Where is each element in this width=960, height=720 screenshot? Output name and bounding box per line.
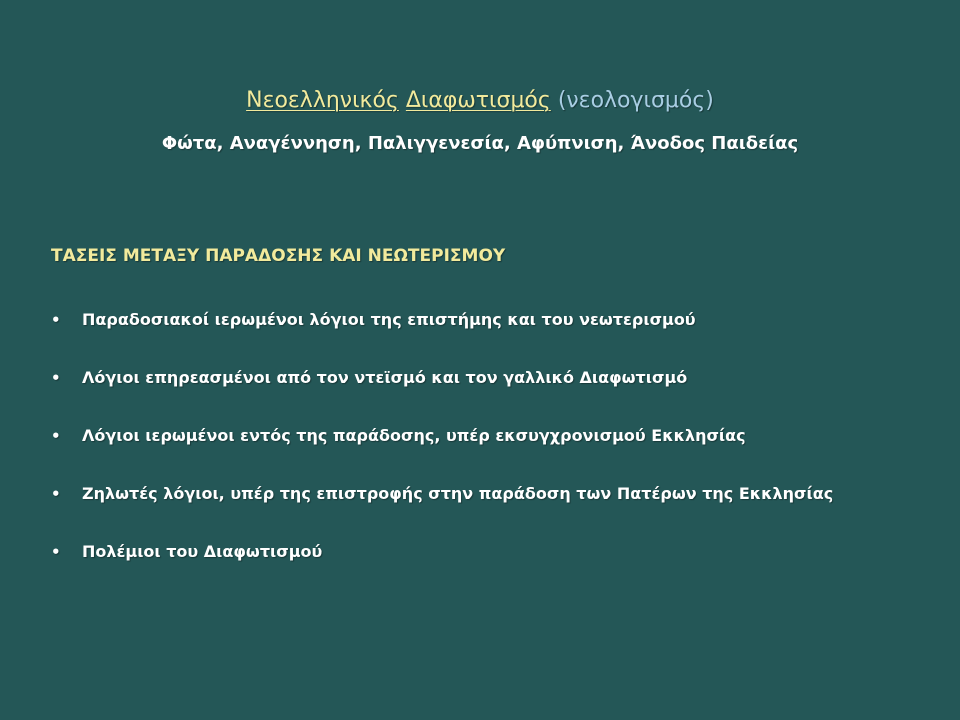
title-word-neologismos: (νεολογισμός): [557, 88, 714, 113]
bullet-dot-icon: •: [51, 485, 61, 503]
bullet-text: Παραδοσιακοί ιερωμένοι λόγιοι της επιστήμης και του νεωτερισμού: [82, 310, 696, 329]
bullet-dot-icon: •: [51, 369, 61, 387]
bullet-item: [51, 480, 931, 538]
bullet-item: [51, 364, 931, 422]
bullet-list: [51, 306, 931, 596]
bullet-item: [51, 538, 931, 596]
slide-subtitle: Φώτα, Αναγέννηση, Παλιγγενεσία, Αφύπνιση, Άνοδος Παιδείας: [161, 133, 799, 154]
title-word-diafotismos: Διαφωτισμός: [405, 88, 551, 113]
bullet-dot-icon: •: [51, 543, 61, 561]
bullet-item: [51, 306, 931, 364]
section-heading: ΤΑΣΕΙΣ ΜΕΤΑΞΥ ΠΑΡΑΔΟΣΗΣ ΚΑΙ ΝΕΩΤΕΡΙΣΜΟΥ: [51, 246, 506, 266]
slide-title: [0, 86, 960, 116]
title-word-neoellinikos: Νεοελληνικός: [246, 88, 399, 113]
bullet-text: Πολέμιοι του Διαφωτισμού: [82, 542, 323, 561]
bullet-text: Λόγιοι ιερωμένοι εντός της παράδοσης, υπέρ εκσυγχρονισμού Εκκλησίας: [82, 426, 746, 445]
bullet-text: Λόγιοι επηρεασμένοι από τον ντεϊσμό και τον γαλλικό Διαφωτισμό: [82, 368, 688, 387]
bullet-item: [51, 422, 931, 480]
bullet-dot-icon: •: [51, 311, 61, 329]
bullet-dot-icon: •: [51, 427, 61, 445]
bullet-text: Ζηλωτές λόγιοι, υπέρ της επιστροφής στην παράδοση των Πατέρων της Εκκλησίας: [82, 484, 834, 503]
